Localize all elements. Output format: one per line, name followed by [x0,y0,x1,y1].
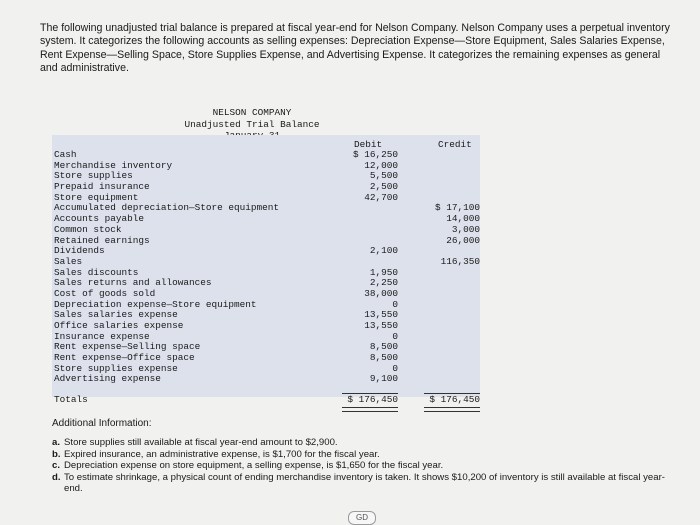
item-text: Expired insurance, an administrative expense, is $1,700 for the fiscal year. [64,448,380,460]
account-name: Store supplies [54,170,133,182]
company-name: NELSON COMPANY [212,107,292,118]
debit-amount: 2,500 [369,181,398,193]
additional-info-title: Additional Information: [52,418,152,429]
account-name: Sales returns and allowances [54,277,212,289]
table-row [52,225,480,236]
credit-amount: 14,000 [446,213,480,225]
credit-amount: 116,350 [440,255,480,267]
account-name: Insurance expense [54,330,150,342]
debit-amount: 0 [392,298,398,310]
debit-amount: 0 [392,362,398,374]
debit-amount: 9,100 [369,373,398,385]
table-row [52,257,480,268]
table-row [52,246,480,257]
debit-amount: 5,500 [369,170,398,182]
account-name: Merchandise inventory [54,159,173,171]
item-label: d. [52,471,61,483]
list-item [52,449,672,461]
item-text: To estimate shrinkage, a physical count of ending merchandise inventory is taken. It shows $10,200 of inventory is still available at fiscal year-end. [64,471,665,495]
item-label: c. [52,460,61,472]
credit-amount: 3,000 [451,223,480,235]
account-name: Sales salaries expense [54,309,178,321]
credit-double-rule [424,407,480,412]
table-row [52,236,480,247]
total-credit: $ 176,450 [429,394,480,405]
trial-balance-rows [52,150,480,385]
credit-amount: $ 17,100 [434,202,480,214]
table-row [52,374,480,385]
totals-label: Totals [54,394,88,405]
account-name: Store supplies expense [54,362,178,374]
statement-title: Unadjusted Trial Balance [184,118,320,130]
account-name: Common stock [54,223,122,235]
debit-amount: $ 16,250 [352,149,398,160]
account-name: Rent expense—Selling space [54,341,201,353]
account-name: Cash [54,149,77,160]
scroll-handle[interactable]: GD [348,511,376,525]
debit-amount: 2,100 [369,245,398,257]
debit-amount: 38,000 [364,287,398,299]
credit-amount: 26,000 [446,234,480,246]
problem-intro-text: The following unadjusted trial balance is prepared at fiscal year-end for Nelson Company. Nelson Company uses a perpetual inventory system. It categorizes the following accounts as selling expenses: Depreciation Expense—Store Equipment, Sales Salaries Expense, Rent Expense—Selling Space, Store Supplies Expense, and Advertising Expense. It categorizes the remaining expenses as general and administrative. [40,22,670,74]
debit-amount: 0 [392,330,398,342]
debit-amount: 8,500 [369,341,398,353]
credit-column-header: Credit [438,139,472,150]
account-name: Accounts payable [54,213,145,225]
item-label: b. [52,448,61,460]
debit-column-header: Debit [354,139,383,150]
account-name: Retained earnings [54,234,150,246]
account-name: Office salaries expense [54,320,184,331]
total-debit: $ 176,450 [347,394,398,405]
account-name: Sales [54,255,83,267]
account-name: Accumulated depreciation—Store equipment [54,202,280,214]
account-name: Advertising expense [54,373,161,385]
list-item [52,460,672,472]
account-name: Rent expense—Office space [54,352,195,364]
debit-double-rule [342,407,398,412]
debit-amount: 13,550 [364,309,398,321]
additional-info-list [52,437,672,495]
totals-row [52,394,480,406]
item-text: Depreciation expense on store equipment, a selling expense, is $1,650 for the fiscal year. [64,460,444,472]
item-label: a. [52,437,61,448]
list-item [52,472,672,495]
debit-amount: 2,250 [369,277,398,289]
account-name: Cost of goods sold [54,287,156,299]
account-name: Dividends [54,245,105,257]
account-name: Sales discounts [54,266,139,278]
debit-amount: 1,950 [369,266,398,278]
debit-amount: 13,550 [364,320,398,331]
debit-amount: 12,000 [364,159,398,171]
item-text: Store supplies still available at fiscal year-end amount to $2,900. [64,437,338,448]
account-name: Depreciation expense—Store equipment [54,298,257,310]
debit-amount: 42,700 [364,191,398,203]
debit-amount: 8,500 [369,352,398,364]
account-name: Prepaid insurance [54,181,150,193]
list-item [52,437,672,449]
account-name: Store equipment [54,191,139,203]
